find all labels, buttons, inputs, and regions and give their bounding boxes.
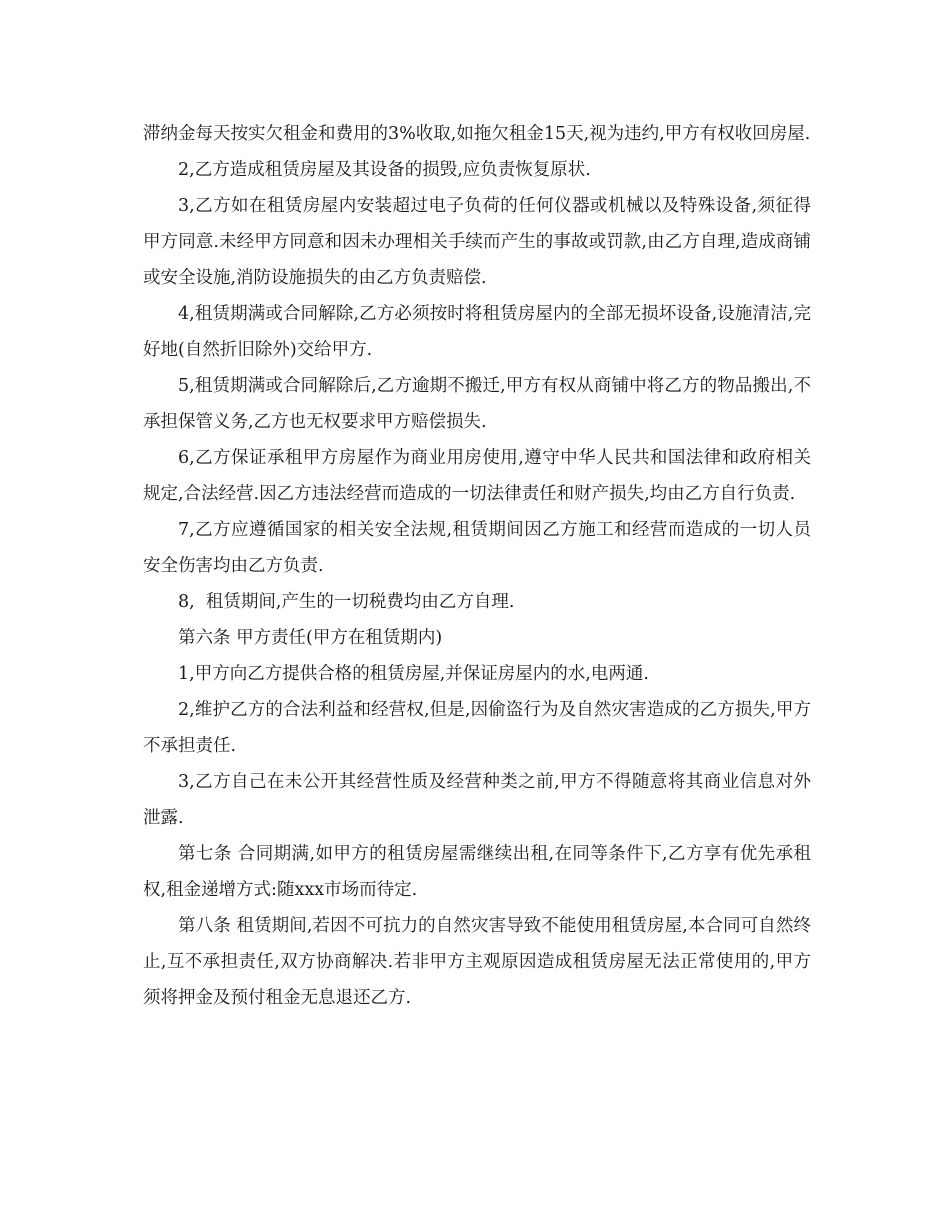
paragraph-article-6-clause-2: 2,维护乙方的合法利益和经营权,但是,因偷盗行为及自然灾害造成的乙方损失,甲方不承担责任. [143, 700, 811, 756]
paragraph-article-6-clause-3: 3,乙方自己在未公开其经营性质及经营种类之前,甲方不得随意将其商业信息对外泄露. [143, 772, 811, 828]
paragraph-article-6-clause-1: 1,甲方向乙方提供合格的租赁房屋,并保证房屋内的水,电两通. [178, 664, 649, 684]
paragraph-clause-8: 8, 租赁期间,产生的一切税费均由乙方自理. [178, 592, 515, 612]
document-body [143, 116, 811, 1016]
paragraph-clause-2: 2,乙方造成租赁房屋及其设备的损毁,应负责恢复原状. [178, 160, 591, 180]
paragraph-article-8: 第八条 租赁期间,若因不可抗力的自然灾害导致不能使用租赁房屋,本合同可自然终止,互不承担责任,双方协商解决.若非甲方主观原因造成租赁房屋无法正常使用的,甲方须将押金及预付租金无息退还乙方. [143, 916, 811, 1008]
paragraph-clause-3: 3,乙方如在租赁房屋内安装超过电子负荷的任何仪器或机械以及特殊设备,须征得甲方同意.未经甲方同意和因未办理相关手续而产生的事故或罚款,由乙方自理,造成商铺或安全设施,消防设施损失的由乙方负责赔偿. [143, 196, 811, 288]
section-heading-article-6: 第六条 甲方责任(甲方在租赁期内) [178, 628, 443, 648]
paragraph-clause-6: 6,乙方保证承租甲方房屋作为商业用房使用,遵守中华人民共和国法律和政府相关规定,合法经营.因乙方违法经营而造成的一切法律责任和财产损失,均由乙方自行负责. [143, 448, 811, 504]
paragraph-clause-4: 4,租赁期满或合同解除,乙方必须按时将租赁房屋内的全部无损坏设备,设施清洁,完好地(自然折旧除外)交给甲方. [143, 304, 811, 360]
paragraph-late-fee: 滞纳金每天按实欠租金和费用的3%收取,如拖欠租金15天,视为违约,甲方有权收回房屋. [143, 124, 811, 144]
paragraph-article-7: 第七条 合同期满,如甲方的租赁房屋需继续出租,在同等条件下,乙方享有优先承租权,租金递增方式:随xxx市场而待定. [143, 844, 811, 900]
paragraph-clause-5: 5,租赁期满或合同解除后,乙方逾期不搬迁,甲方有权从商铺中将乙方的物品搬出,不承担保管义务,乙方也无权要求甲方赔偿损失. [143, 376, 811, 432]
paragraph-clause-7: 7,乙方应遵循国家的相关安全法规,租赁期间因乙方施工和经营而造成的一切人员安全伤害均由乙方负责. [143, 520, 811, 576]
